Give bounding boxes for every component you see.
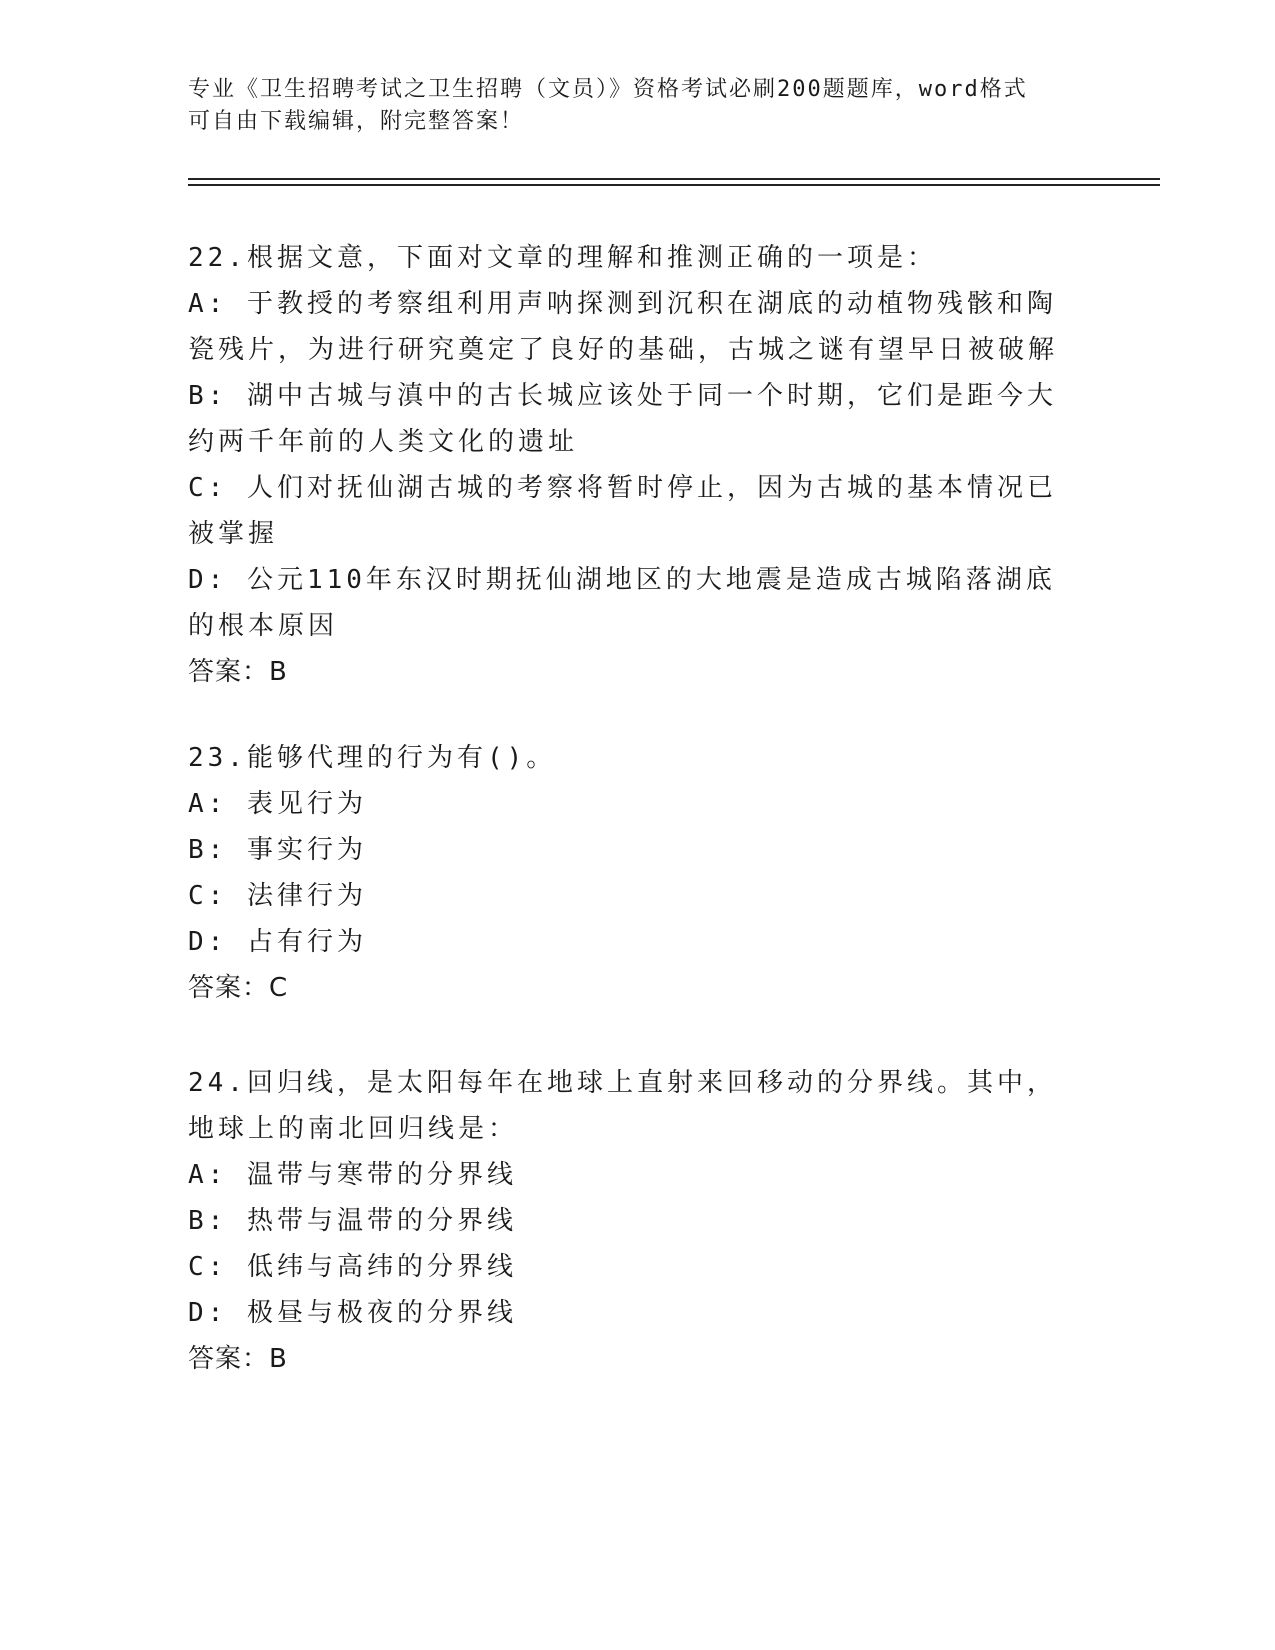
option-b: B: 热带与温带的分界线 bbox=[188, 1206, 517, 1236]
header-line-2: 可自由下载编辑，附完整答案！ bbox=[188, 109, 525, 134]
header-line-1: 专业《卫生招聘考试之卫生招聘（文员）》资格考试必刷200题题库，word格式 bbox=[188, 77, 1028, 102]
question-24 bbox=[188, 1060, 1078, 1382]
question-stem: 23.能够代理的行为有()。 bbox=[188, 743, 557, 773]
option-c: C: 低纬与高纬的分界线 bbox=[188, 1252, 517, 1282]
answer: 答案：B bbox=[188, 657, 288, 687]
question-22 bbox=[188, 235, 1078, 695]
option-a: A: 于教授的考察组利用声呐探测到沉积在湖底的动植物残骸和陶瓷残片，为进行研究奠定了良好的基础，古城之谜有望早日被破解 bbox=[188, 289, 1059, 365]
option-d: D: 公元110年东汉时期抚仙湖地区的大地震是造成古城陷落湖底的根本原因 bbox=[188, 565, 1056, 641]
question-23 bbox=[188, 735, 1078, 1011]
answer: 答案：B bbox=[188, 1344, 288, 1374]
option-d: D: 占有行为 bbox=[188, 927, 367, 957]
option-c: C: 人们对抚仙湖古城的考察将暂时停止，因为古城的基本情况已被掌握 bbox=[188, 473, 1057, 549]
option-d: D: 极昼与极夜的分界线 bbox=[188, 1298, 517, 1328]
option-a: A: 温带与寒带的分界线 bbox=[188, 1160, 517, 1190]
option-a: A: 表见行为 bbox=[188, 789, 367, 819]
question-stem: 24.回归线，是太阳每年在地球上直射来回移动的分界线。其中，地球上的南北回归线是： bbox=[188, 1068, 1057, 1144]
header-rule-top bbox=[188, 178, 1160, 180]
question-stem: 22.根据文意，下面对文章的理解和推测正确的一项是： bbox=[188, 243, 937, 273]
option-b: B: 湖中古城与滇中的古长城应该处于同一个时期，它们是距今大约两千年前的人类文化的遗址 bbox=[188, 381, 1057, 457]
option-b: B: 事实行为 bbox=[188, 835, 367, 865]
header-rule-bottom bbox=[188, 184, 1160, 186]
document-header bbox=[188, 74, 1068, 138]
answer: 答案：C bbox=[188, 973, 289, 1003]
option-c: C: 法律行为 bbox=[188, 881, 367, 911]
